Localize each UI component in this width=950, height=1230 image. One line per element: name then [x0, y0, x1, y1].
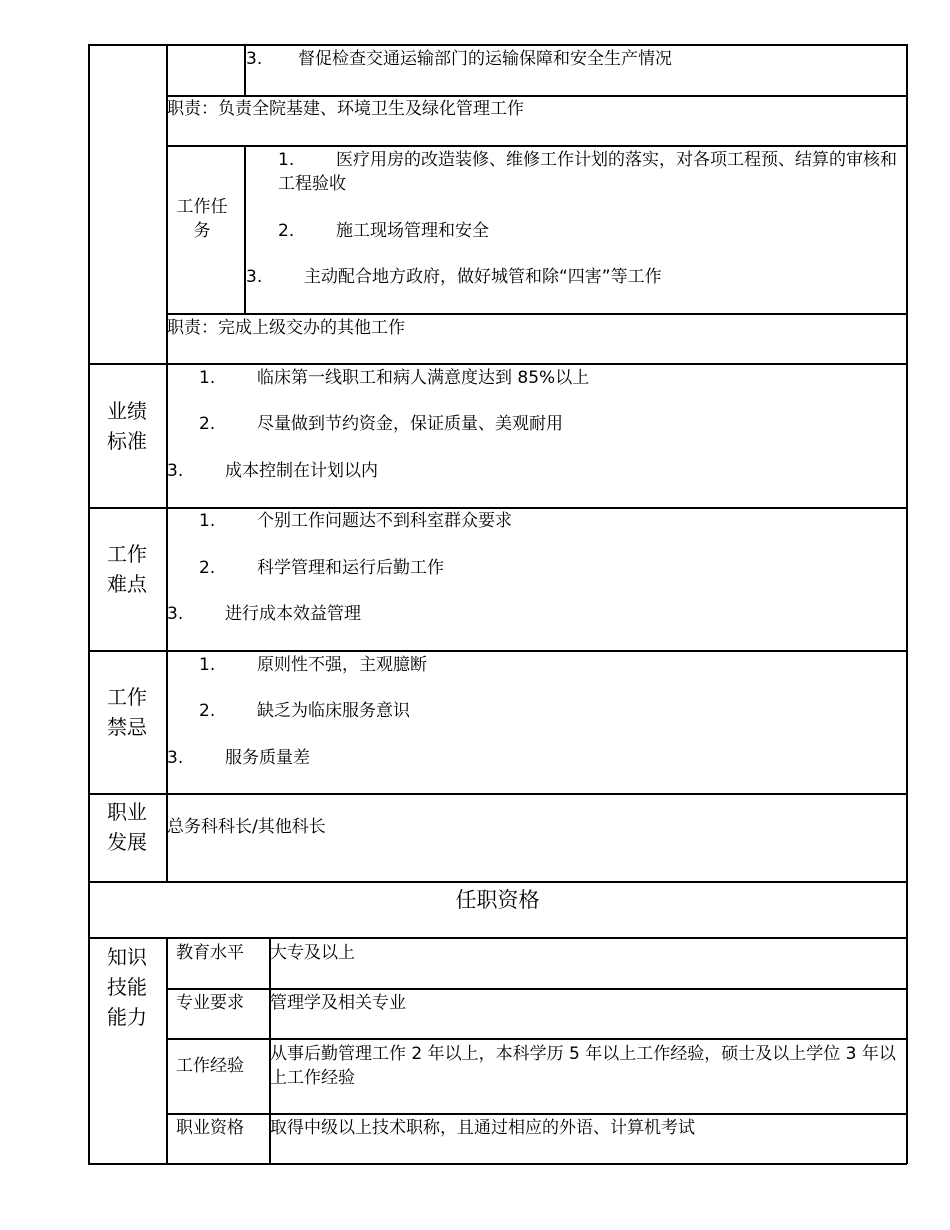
list-number: 1.: [278, 150, 295, 170]
list-item: 督促检查交通运输部门的运输保障和安全生产情况: [298, 49, 672, 69]
rule: [166, 937, 168, 1164]
list-item: 尽量做到节约资金，保证质量、美观耐用: [257, 414, 563, 434]
rule: [906, 44, 908, 1164]
qualification-value: 取得中级以上技术职称，且通过相应的外语、计算机考试: [270, 1118, 695, 1138]
list-item: 主动配合地方政府，做好城管和除“四害”等工作: [304, 267, 662, 287]
tasks-label: 工作任务: [176, 197, 228, 241]
list-number: 3.: [246, 267, 263, 287]
section-label: 业绩标准: [107, 399, 147, 453]
rule: [166, 988, 907, 990]
rule: [166, 1038, 907, 1040]
list-item: 服务质量差: [225, 748, 310, 768]
list-number: 1.: [199, 511, 216, 531]
rule: [88, 881, 907, 883]
list-number: 1.: [199, 368, 216, 388]
qualification-label: 教育水平: [176, 943, 244, 963]
list-item: 临床第一线职工和病人满意度达到 85%以上: [257, 368, 590, 388]
qualification-value: 管理学及相关专业: [270, 993, 406, 1013]
qualification-value: 大专及以上: [270, 943, 355, 963]
rule: [88, 650, 907, 652]
list-item: 个别工作问题达不到科室群众要求: [257, 511, 512, 531]
list-item: 施工现场管理和安全: [336, 221, 489, 241]
rule: [166, 1113, 907, 1115]
list-number: 2.: [199, 414, 216, 434]
section-label: 工作难点: [107, 542, 147, 596]
qualification-value: 从事后勤管理工作 2 年以上，本科学历 5 年以上工作经验，硕士及以上学位 3 年以上工作经验: [270, 1044, 896, 1088]
list-item: [278, 148, 903, 196]
list-number: 3.: [246, 49, 263, 69]
rule: [88, 793, 907, 795]
rule: [166, 313, 907, 315]
list-number: 2.: [199, 701, 216, 721]
qualifications-title: 任职资格: [455, 888, 540, 912]
rule: [88, 1163, 907, 1165]
list-number: 3.: [167, 604, 184, 624]
list-number: 3.: [167, 461, 184, 481]
list-item: 原则性不强，主观臆断: [257, 655, 427, 675]
list-number: 2.: [278, 221, 295, 241]
rule: [88, 363, 907, 365]
list-number: 1.: [199, 655, 216, 675]
duty-title: 职责：完成上级交办的其他工作: [167, 318, 405, 338]
rule: [166, 145, 907, 147]
rule: [88, 937, 907, 939]
rule: [88, 44, 90, 1164]
duty-title: 职责：负责全院基建、环境卫生及绿化管理工作: [167, 99, 524, 119]
qualification-label: 职业资格: [176, 1118, 244, 1138]
career-value: 总务科科长/其他科长: [167, 817, 326, 837]
list-item: 进行成本效益管理: [225, 604, 361, 624]
list-number: 2.: [199, 558, 216, 578]
section-label: 工作禁忌: [107, 685, 147, 739]
list-number: 3.: [167, 748, 184, 768]
list-item: 缺乏为临床服务意识: [257, 701, 410, 721]
rule: [88, 44, 907, 46]
list-item: 成本控制在计划以内: [225, 461, 378, 481]
section-label: 知识技能能力: [107, 945, 147, 1029]
list-item-text: 医疗用房的改造装修、维修工作计划的落实，对各项工程预、结算的审核和工程验收: [278, 150, 897, 194]
section-label: 职业发展: [107, 800, 147, 854]
qualification-label: 专业要求: [176, 993, 244, 1013]
qualification-label: 工作经验: [176, 1056, 244, 1076]
list-item: 科学管理和运行后勤工作: [257, 558, 444, 578]
